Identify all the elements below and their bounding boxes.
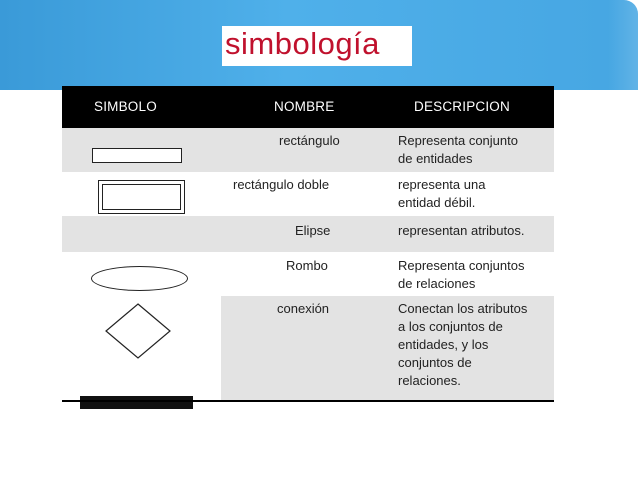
connection-line-symbol-icon	[80, 396, 193, 409]
header-description: DESCRIPCION	[414, 99, 510, 114]
header-symbol: SIMBOLO	[94, 99, 157, 114]
row-name: rectángulo	[279, 133, 340, 148]
diamond-symbol-icon	[105, 303, 171, 359]
row-description: Representa conjuntos de relaciones	[398, 258, 525, 291]
row-name: conexión	[277, 301, 330, 316]
row-name: Rombo	[286, 258, 328, 273]
ellipse-symbol-icon	[91, 266, 188, 291]
slide-title: simbología	[225, 26, 380, 61]
rectangle-symbol-icon	[92, 148, 182, 163]
double-rectangle-symbol-icon	[98, 180, 185, 214]
row-description: representan atributos.	[398, 223, 525, 238]
row-description: Conectan los atributos a los conjuntos de entidades, y los conjuntos de relaciones.	[398, 301, 528, 388]
table-bottom-rule	[62, 400, 554, 402]
symbol-column	[62, 128, 222, 408]
row-name: rectángulo doble	[233, 177, 330, 192]
row-description: Representa conjunto de entidades	[398, 133, 518, 166]
row-name: Elipse	[295, 223, 331, 238]
table-header	[62, 86, 554, 128]
header-name: NOMBRE	[274, 99, 335, 114]
row-description: representa una entidad débil.	[398, 177, 486, 210]
